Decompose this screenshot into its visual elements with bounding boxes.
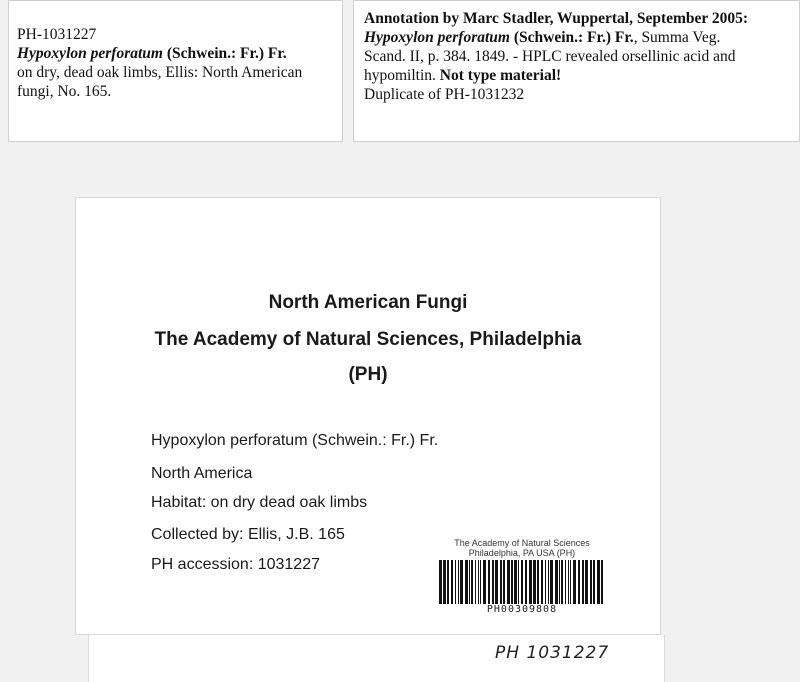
barcode-bar bbox=[503, 560, 505, 604]
barcode-bar bbox=[492, 560, 494, 604]
annotation-heading: Annotation by Marc Stadler, Wuppertal, September 2005: bbox=[364, 10, 749, 27]
barcode-bar bbox=[488, 560, 490, 604]
annotation-warning: Not type material! bbox=[439, 67, 562, 84]
barcode-bar bbox=[458, 560, 459, 604]
annotation-text-line: Scand. II, p. 384. 1849. - HPLC revealed orsellinic acid and bbox=[364, 48, 736, 65]
taxon-name: Hypoxylon perforatum bbox=[17, 45, 163, 62]
barcode-number: PH00309808 bbox=[486, 604, 558, 615]
barcode-bar bbox=[590, 560, 592, 604]
barcode-bar bbox=[447, 560, 449, 604]
specimen-id: PH-1031227 bbox=[17, 26, 97, 43]
region-field: North America bbox=[151, 465, 253, 482]
barcode-bar bbox=[495, 560, 498, 604]
label-text-line: on dry, dead oak limbs, Ellis: North American bbox=[17, 64, 303, 81]
barcode-icon bbox=[437, 560, 607, 604]
barcode-bar bbox=[548, 560, 549, 604]
barcode-bar bbox=[478, 560, 479, 604]
annotation-text-line: hypomiltin. bbox=[364, 67, 440, 84]
institution-title: The Academy of Natural Sciences, Philadelphia bbox=[154, 329, 582, 350]
herbarium-code: (PH) bbox=[348, 364, 388, 385]
barcode-location: Philadelphia, PA USA (PH) bbox=[468, 548, 576, 558]
barcode-bar bbox=[570, 560, 571, 604]
barcode-bar bbox=[545, 560, 546, 604]
barcode-bar bbox=[465, 560, 468, 604]
taxon-authority: (Schwein.: Fr.) Fr. bbox=[166, 45, 287, 62]
barcode-bar bbox=[451, 560, 453, 604]
barcode-bar bbox=[514, 560, 517, 604]
barcode-bar bbox=[597, 560, 600, 604]
barcode-bar bbox=[469, 560, 470, 604]
barcode-bar bbox=[578, 560, 580, 604]
barcode-bar bbox=[533, 560, 536, 604]
label-text-line: fungi, No. 165. bbox=[17, 83, 112, 100]
barcode-bar bbox=[475, 560, 476, 604]
barcode-bar bbox=[585, 560, 588, 604]
barcode-bar bbox=[455, 560, 456, 604]
barcode-label bbox=[437, 538, 607, 618]
barcode-bar bbox=[537, 560, 539, 604]
barcode-bar bbox=[471, 560, 473, 604]
barcode-bar bbox=[460, 560, 463, 604]
accession-field: PH accession: 1031227 bbox=[151, 556, 320, 573]
barcode-bar bbox=[541, 560, 543, 604]
barcode-bar bbox=[568, 560, 569, 604]
barcode-bar bbox=[559, 560, 560, 604]
annotation-authority: (Schwein.: Fr.) Fr. bbox=[513, 29, 634, 46]
barcode-bar bbox=[443, 560, 446, 604]
habitat-field: Habitat: on dry dead oak limbs bbox=[151, 494, 368, 511]
taxon-field: Hypoxylon perforatum (Schwein.: Fr.) Fr. bbox=[151, 432, 439, 449]
barcode-bar bbox=[529, 560, 532, 604]
annotation-taxon: Hypoxylon perforatum bbox=[364, 29, 510, 46]
collector-field: Collected by: Ellis, J.B. 165 bbox=[151, 526, 345, 543]
barcode-bar bbox=[507, 560, 510, 604]
barcode-institution: The Academy of Natural Sciences bbox=[454, 538, 590, 548]
barcode-bar bbox=[518, 560, 519, 604]
barcode-bar bbox=[601, 560, 603, 604]
barcode-bar bbox=[593, 560, 595, 604]
barcode-bar bbox=[555, 560, 558, 604]
collection-title: North American Fungi bbox=[268, 292, 468, 313]
barcode-bar bbox=[439, 560, 442, 604]
barcode-bar bbox=[511, 560, 513, 604]
barcode-bar bbox=[480, 560, 481, 604]
handwritten-number: PH 1031227 bbox=[495, 643, 610, 663]
barcode-bar bbox=[550, 560, 553, 604]
barcode-bar bbox=[483, 560, 486, 604]
barcode-bar bbox=[573, 560, 576, 604]
barcode-bar bbox=[565, 560, 566, 604]
barcode-bar bbox=[525, 560, 527, 604]
barcode-bar bbox=[582, 560, 584, 604]
annotation-reference: , Summa Veg. bbox=[633, 29, 721, 46]
barcode-bar bbox=[561, 560, 563, 604]
barcode-bar bbox=[500, 560, 502, 604]
original-label bbox=[8, 0, 343, 142]
barcode-bar bbox=[521, 560, 523, 604]
annotation-label bbox=[353, 0, 800, 142]
annotation-duplicate: Duplicate of PH-1031232 bbox=[364, 86, 525, 103]
